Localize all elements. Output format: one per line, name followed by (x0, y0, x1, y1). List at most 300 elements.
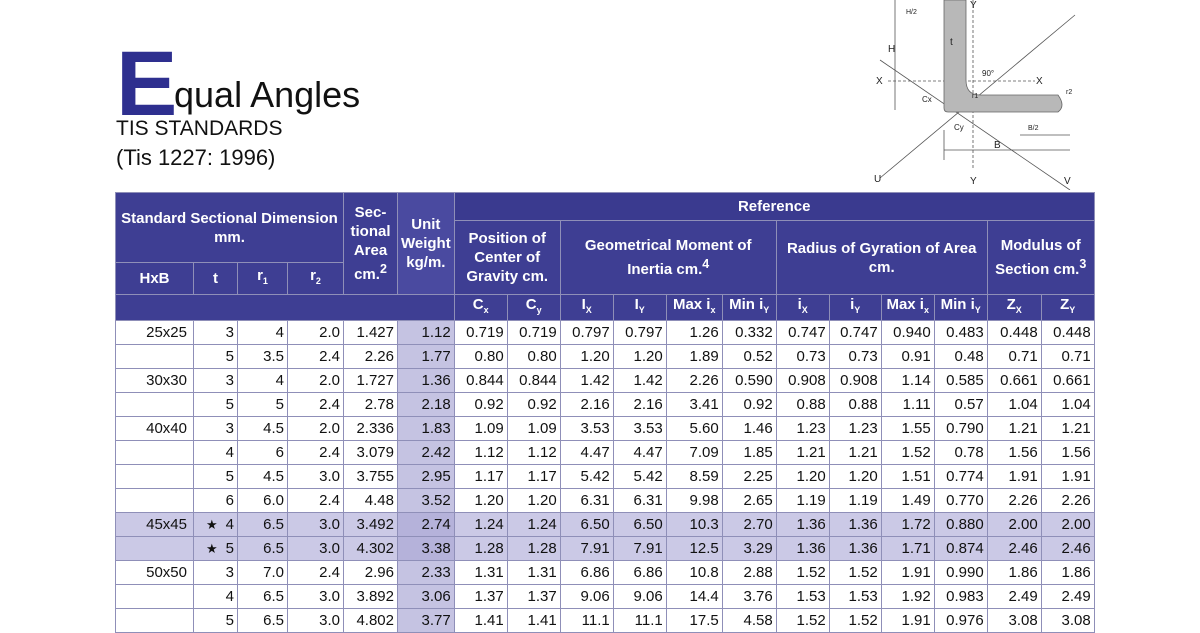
cell-unit-weight: 1.12 (398, 321, 455, 345)
cell-min-inertia: 4.58 (722, 609, 776, 633)
cell-hxb: 25x25 (116, 321, 194, 345)
cell-sectional-area: 4.302 (344, 537, 398, 561)
cell-max-radius: 1.91 (881, 561, 934, 585)
cell-hxb: 30x30 (116, 369, 194, 393)
cell-ix: 6.50 (560, 513, 613, 537)
cell-t-value: 5 (225, 396, 234, 413)
cell-rx: 1.36 (776, 513, 829, 537)
cell-min-inertia: 0.332 (722, 321, 776, 345)
header-zx-text: Z (1006, 296, 1016, 313)
cell-cx: 1.37 (454, 585, 507, 609)
cell-min-radius: 0.483 (934, 321, 987, 345)
cell-t-value: 4 (225, 516, 234, 533)
cell-unit-weight: 1.36 (398, 369, 455, 393)
cell-min-inertia: 3.76 (722, 585, 776, 609)
cell-sectional-area: 3.892 (344, 585, 398, 609)
cell-unit-weight: 3.06 (398, 585, 455, 609)
cell-ry: 1.19 (829, 489, 881, 513)
cell-cy: 1.09 (507, 417, 560, 441)
cell-cy: 1.17 (507, 465, 560, 489)
table-row (116, 345, 1095, 369)
cell-zx: 2.46 (987, 537, 1041, 561)
cell-r2: 2.4 (288, 441, 344, 465)
header-cy-text: C (525, 296, 537, 313)
cell-min-inertia: 0.92 (722, 393, 776, 417)
cell-zx: 1.04 (987, 393, 1041, 417)
cell-max-radius: 1.55 (881, 417, 934, 441)
cell-r1: 6.5 (238, 585, 288, 609)
cell-unit-weight: 2.18 (398, 393, 455, 417)
header-modulus-of-section-sup: 3 (1079, 257, 1087, 271)
cell-r2: 3.0 (288, 537, 344, 561)
header-radius-of-gyration: Radius of Gyration of Area cm. (776, 221, 987, 295)
cell-cy: 0.844 (507, 369, 560, 393)
cell-r1: 4 (238, 369, 288, 393)
cell-r1: 6.0 (238, 489, 288, 513)
header-ry-text: i (850, 296, 855, 313)
diagram-label-cy: Cy (954, 123, 964, 132)
cell-ry: 1.36 (829, 537, 881, 561)
cell-sectional-area: 2.336 (344, 417, 398, 441)
cell-max-inertia: 17.5 (666, 609, 722, 633)
cell-iy: 1.20 (613, 345, 666, 369)
cell-ix: 6.31 (560, 489, 613, 513)
cell-zy: 0.71 (1041, 345, 1094, 369)
cell-min-radius: 0.770 (934, 489, 987, 513)
header-cy (507, 295, 560, 321)
cell-iy: 11.1 (613, 609, 666, 633)
cell-ry: 0.908 (829, 369, 881, 393)
cell-zy: 2.49 (1041, 585, 1094, 609)
cell-iy: 9.06 (613, 585, 666, 609)
header-zy-sub: Y (1069, 305, 1076, 315)
header-r2-text: r (310, 267, 316, 284)
diagram-label-b: B (994, 140, 1001, 151)
header-max-radius-text: Max i (886, 296, 924, 313)
cell-cx: 1.20 (454, 489, 507, 513)
cell-zy: 2.26 (1041, 489, 1094, 513)
cell-hxb: 45x45 (116, 513, 194, 537)
cell-t (194, 489, 238, 513)
cell-r1: 6.5 (238, 513, 288, 537)
cell-hxb (116, 489, 194, 513)
cell-cx: 1.31 (454, 561, 507, 585)
cell-unit-weight: 2.42 (398, 441, 455, 465)
header-rx (776, 295, 829, 321)
cell-rx: 0.747 (776, 321, 829, 345)
cell-ry: 1.20 (829, 465, 881, 489)
cell-t (194, 537, 238, 561)
cell-min-inertia: 3.29 (722, 537, 776, 561)
cell-max-inertia: 2.26 (666, 369, 722, 393)
cell-sectional-area: 1.727 (344, 369, 398, 393)
cell-t-value: 5 (225, 612, 234, 629)
cell-hxb (116, 465, 194, 489)
cell-ix: 3.53 (560, 417, 613, 441)
cell-zy: 1.86 (1041, 561, 1094, 585)
cell-rx: 1.20 (776, 465, 829, 489)
cell-r1: 4.5 (238, 465, 288, 489)
diagram-label-h: H (888, 44, 896, 55)
header-r2 (288, 263, 344, 295)
cell-min-inertia: 2.65 (722, 489, 776, 513)
cell-zy: 3.08 (1041, 609, 1094, 633)
cell-max-inertia: 5.60 (666, 417, 722, 441)
cell-min-inertia: 1.85 (722, 441, 776, 465)
cell-max-inertia: 7.09 (666, 441, 722, 465)
cell-r2: 3.0 (288, 513, 344, 537)
cell-t-value: 6 (225, 492, 234, 509)
cell-unit-weight: 1.83 (398, 417, 455, 441)
cell-zy: 2.00 (1041, 513, 1094, 537)
cell-max-radius: 1.14 (881, 369, 934, 393)
cell-zx: 1.86 (987, 561, 1041, 585)
cell-max-radius: 1.49 (881, 489, 934, 513)
table-row (116, 465, 1095, 489)
cell-ry: 0.88 (829, 393, 881, 417)
cell-r2: 3.0 (288, 465, 344, 489)
header-hxb: HxB (116, 263, 194, 295)
cell-zy: 2.46 (1041, 537, 1094, 561)
cell-cy: 1.24 (507, 513, 560, 537)
cell-rx: 0.88 (776, 393, 829, 417)
cell-cx: 1.17 (454, 465, 507, 489)
header-sectional-area (344, 193, 398, 295)
cell-iy: 1.42 (613, 369, 666, 393)
cell-hxb (116, 537, 194, 561)
cell-ix: 4.47 (560, 441, 613, 465)
cell-zx: 2.49 (987, 585, 1041, 609)
header-max-inertia (666, 295, 722, 321)
cell-max-radius: 1.91 (881, 609, 934, 633)
cell-ix: 7.91 (560, 537, 613, 561)
header-max-radius (881, 295, 934, 321)
cell-max-inertia: 12.5 (666, 537, 722, 561)
cell-ix: 0.797 (560, 321, 613, 345)
cell-zx: 0.661 (987, 369, 1041, 393)
angle-section-diagram (860, 0, 1100, 190)
cell-cx: 1.28 (454, 537, 507, 561)
cell-min-radius: 0.790 (934, 417, 987, 441)
cell-ry: 1.53 (829, 585, 881, 609)
header-spacer (116, 295, 455, 321)
cell-t-value: 5 (225, 540, 234, 557)
cell-rx: 1.52 (776, 561, 829, 585)
header-cx-text: C (472, 296, 484, 313)
diagram-label-y-top: Y (970, 0, 977, 11)
cell-max-radius: 0.91 (881, 345, 934, 369)
header-t: t (194, 263, 238, 295)
cell-r2: 2.0 (288, 321, 344, 345)
cell-iy: 6.50 (613, 513, 666, 537)
cell-r1: 5 (238, 393, 288, 417)
header-rx-text: i (797, 296, 802, 313)
header-moment-of-inertia-text: Geometrical Moment of Inertia cm. (584, 237, 752, 278)
header-iy-text: I (634, 296, 639, 313)
header-moment-of-inertia (560, 221, 776, 295)
cell-r1: 6.5 (238, 537, 288, 561)
cell-t-value: 4 (225, 588, 234, 605)
cell-min-radius: 0.976 (934, 609, 987, 633)
cell-zx: 0.448 (987, 321, 1041, 345)
cell-r2: 2.4 (288, 561, 344, 585)
cell-sectional-area: 2.78 (344, 393, 398, 417)
cell-unit-weight: 1.77 (398, 345, 455, 369)
cell-cy: 1.41 (507, 609, 560, 633)
cell-cy: 0.719 (507, 321, 560, 345)
cell-iy: 0.797 (613, 321, 666, 345)
cell-zx: 2.26 (987, 489, 1041, 513)
cell-min-radius: 0.78 (934, 441, 987, 465)
header-min-radius-text: Min i (940, 296, 975, 313)
cell-zy: 1.56 (1041, 441, 1094, 465)
cell-min-inertia: 0.52 (722, 345, 776, 369)
standard-code: (Tis 1227: 1996) (116, 145, 276, 170)
cell-iy: 4.47 (613, 441, 666, 465)
header-modulus-of-section-text: Modulus of Section cm. (995, 237, 1081, 278)
cell-rx: 0.73 (776, 345, 829, 369)
cell-unit-weight: 3.52 (398, 489, 455, 513)
cell-t-value: 3 (225, 420, 234, 437)
cell-t (194, 393, 238, 417)
header-ix (560, 295, 613, 321)
table-body (116, 321, 1095, 633)
cell-t (194, 609, 238, 633)
diagram-label-y-bottom: Y (970, 176, 977, 187)
cell-t (194, 561, 238, 585)
cell-ry: 1.23 (829, 417, 881, 441)
cell-hxb: 50x50 (116, 561, 194, 585)
cell-max-inertia: 10.8 (666, 561, 722, 585)
cell-unit-weight: 2.95 (398, 465, 455, 489)
cell-min-radius: 0.585 (934, 369, 987, 393)
cell-t-value: 5 (225, 468, 234, 485)
cell-max-inertia: 10.3 (666, 513, 722, 537)
equal-angles-table (115, 192, 1095, 633)
cell-t-value: 3 (225, 324, 234, 341)
header-r1 (238, 263, 288, 295)
cell-zy: 1.91 (1041, 465, 1094, 489)
star-icon: ★ (206, 541, 218, 556)
header-ry (829, 295, 881, 321)
cell-ry: 1.52 (829, 609, 881, 633)
header-min-inertia-text: Min i (729, 296, 764, 313)
cell-sectional-area: 2.26 (344, 345, 398, 369)
cell-max-inertia: 14.4 (666, 585, 722, 609)
cell-max-inertia: 8.59 (666, 465, 722, 489)
cell-t (194, 417, 238, 441)
cell-min-radius: 0.880 (934, 513, 987, 537)
cell-min-radius: 0.57 (934, 393, 987, 417)
cell-ry: 1.52 (829, 561, 881, 585)
cell-max-inertia: 1.89 (666, 345, 722, 369)
header-unit-weight: Unit Weight kg/m. (398, 193, 455, 295)
header-standard-dimension: Standard Sectional Dimension mm. (116, 193, 344, 263)
cell-r1: 4 (238, 321, 288, 345)
cell-rx: 1.52 (776, 609, 829, 633)
cell-cy: 0.80 (507, 345, 560, 369)
cell-max-radius: 1.71 (881, 537, 934, 561)
cell-unit-weight: 3.38 (398, 537, 455, 561)
header-cx-sub: x (483, 305, 489, 315)
cell-hxb (116, 393, 194, 417)
cell-rx: 1.36 (776, 537, 829, 561)
cell-iy: 5.42 (613, 465, 666, 489)
cell-unit-weight: 3.77 (398, 609, 455, 633)
cell-cy: 1.31 (507, 561, 560, 585)
cell-sectional-area: 2.96 (344, 561, 398, 585)
cell-zy: 0.661 (1041, 369, 1094, 393)
cell-sectional-area: 4.802 (344, 609, 398, 633)
diagram-label-r2: r2 (1066, 89, 1073, 96)
table-row (116, 561, 1095, 585)
cell-zx: 2.00 (987, 513, 1041, 537)
cell-min-inertia: 1.46 (722, 417, 776, 441)
cell-hxb (116, 585, 194, 609)
cell-t (194, 465, 238, 489)
cell-zy: 1.21 (1041, 417, 1094, 441)
star-icon: ★ (206, 517, 218, 532)
cell-zx: 0.71 (987, 345, 1041, 369)
diagram-label-cx: Cx (922, 95, 932, 104)
header-rx-sub: X (801, 305, 808, 315)
cell-r1: 3.5 (238, 345, 288, 369)
cell-iy: 7.91 (613, 537, 666, 561)
cell-zy: 1.04 (1041, 393, 1094, 417)
cell-zx: 1.91 (987, 465, 1041, 489)
diagram-label-t: t (950, 37, 953, 48)
cell-rx: 1.23 (776, 417, 829, 441)
diagram-label-x-right: X (1036, 76, 1043, 87)
cell-sectional-area: 3.755 (344, 465, 398, 489)
header-min-inertia (722, 295, 776, 321)
header-sectional-area-text: Sec- tional Area cm. (350, 204, 391, 283)
diagram-label-v: V (1064, 176, 1071, 187)
cell-zx: 1.21 (987, 417, 1041, 441)
cell-cx: 1.12 (454, 441, 507, 465)
cell-hxb: 40x40 (116, 417, 194, 441)
cell-max-inertia: 9.98 (666, 489, 722, 513)
cell-r2: 3.0 (288, 609, 344, 633)
cell-max-inertia: 3.41 (666, 393, 722, 417)
header-reference: Reference (454, 193, 1094, 221)
cell-r2: 2.4 (288, 489, 344, 513)
diagram-label-angle: 90° (982, 69, 995, 78)
cell-zx: 3.08 (987, 609, 1041, 633)
header-sectional-area-sup: 2 (379, 262, 387, 276)
cell-t (194, 441, 238, 465)
header-max-inertia-text: Max i (672, 296, 711, 313)
cell-cx: 1.09 (454, 417, 507, 441)
cell-t (194, 585, 238, 609)
cell-r2: 2.4 (288, 393, 344, 417)
cell-ry: 1.21 (829, 441, 881, 465)
header-r1-text: r (257, 267, 263, 284)
cell-r2: 2.4 (288, 345, 344, 369)
cell-r1: 4.5 (238, 417, 288, 441)
cell-max-radius: 1.92 (881, 585, 934, 609)
cell-max-radius: 1.52 (881, 441, 934, 465)
cell-t (194, 369, 238, 393)
cell-t-value: 3 (225, 564, 234, 581)
cell-min-inertia: 2.88 (722, 561, 776, 585)
header-zx-sub: X (1015, 305, 1022, 315)
cell-hxb (116, 441, 194, 465)
header-ix-sub: X (585, 305, 592, 315)
title-initial: E (116, 33, 178, 135)
cell-sectional-area: 3.079 (344, 441, 398, 465)
header-min-radius-sub: Y (974, 305, 981, 315)
header-min-radius (934, 295, 987, 321)
header-iy (613, 295, 666, 321)
cell-max-radius: 1.51 (881, 465, 934, 489)
diagram-label-r1: r1 (972, 93, 979, 100)
cell-max-radius: 1.11 (881, 393, 934, 417)
cell-iy: 3.53 (613, 417, 666, 441)
header-r2-sub: 2 (315, 276, 321, 286)
table-row (116, 489, 1095, 513)
header-r1-sub: 1 (262, 276, 268, 286)
cell-iy: 6.86 (613, 561, 666, 585)
header-ry-sub: Y (854, 305, 861, 315)
cell-cy: 1.20 (507, 489, 560, 513)
cell-max-radius: 1.72 (881, 513, 934, 537)
cell-rx: 0.908 (776, 369, 829, 393)
cell-min-inertia: 2.25 (722, 465, 776, 489)
diagram-label-x-left: X (876, 76, 883, 87)
cell-ix: 5.42 (560, 465, 613, 489)
table-row (116, 417, 1095, 441)
subtitle: TIS STANDARDS (116, 117, 283, 140)
cell-max-inertia: 1.26 (666, 321, 722, 345)
cell-ry: 0.73 (829, 345, 881, 369)
cell-iy: 2.16 (613, 393, 666, 417)
cell-hxb (116, 345, 194, 369)
cell-max-radius: 0.940 (881, 321, 934, 345)
cell-iy: 6.31 (613, 489, 666, 513)
header-max-radius-sub: x (923, 305, 929, 315)
cell-sectional-area: 4.48 (344, 489, 398, 513)
table-row (116, 393, 1095, 417)
cell-unit-weight: 2.33 (398, 561, 455, 585)
cell-cx: 0.92 (454, 393, 507, 417)
cell-sectional-area: 3.492 (344, 513, 398, 537)
cell-t (194, 345, 238, 369)
diagram-label-b-half: B/2 (1028, 125, 1039, 132)
cell-rx: 1.19 (776, 489, 829, 513)
cell-ix: 1.20 (560, 345, 613, 369)
cell-unit-weight: 2.74 (398, 513, 455, 537)
cell-min-radius: 0.990 (934, 561, 987, 585)
cell-t-value: 4 (225, 444, 234, 461)
cell-cy: 1.28 (507, 537, 560, 561)
cell-min-inertia: 0.590 (722, 369, 776, 393)
header-zx (987, 295, 1041, 321)
cell-zy: 0.448 (1041, 321, 1094, 345)
cell-min-radius: 0.774 (934, 465, 987, 489)
header-iy-sub: Y (638, 305, 645, 315)
cell-t (194, 321, 238, 345)
cell-r2: 2.0 (288, 369, 344, 393)
table-row (116, 369, 1095, 393)
cell-cx: 0.80 (454, 345, 507, 369)
diagram-label-h-half: H/2 (906, 9, 917, 16)
cell-zx: 1.56 (987, 441, 1041, 465)
cell-min-radius: 0.48 (934, 345, 987, 369)
cell-min-radius: 0.983 (934, 585, 987, 609)
table-row (116, 321, 1095, 345)
cell-r2: 3.0 (288, 585, 344, 609)
